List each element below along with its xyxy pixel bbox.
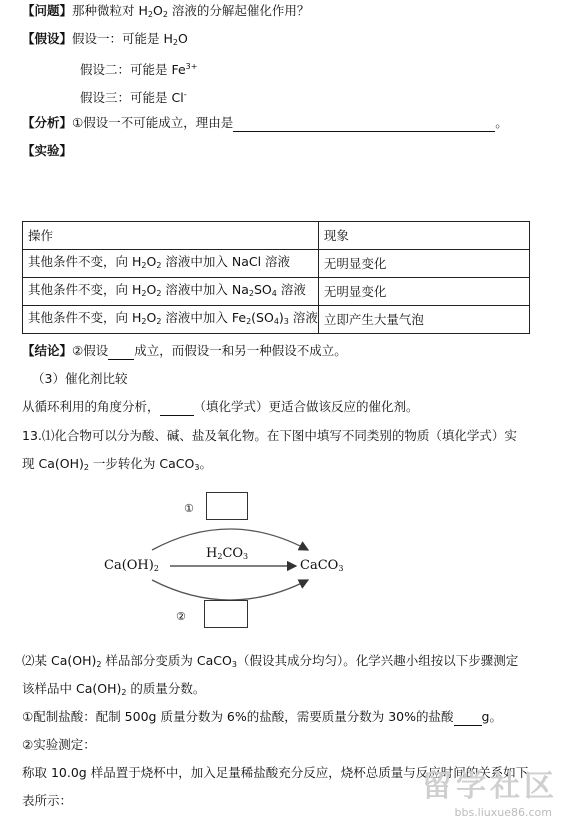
reagent-label: $H_2CO_3$: [206, 546, 249, 561]
q13-2-table-intro: 表所示：: [22, 793, 73, 808]
header-phenomenon: 现象: [318, 222, 529, 250]
catalyst-answer-blank[interactable]: [160, 401, 194, 416]
analysis-line: 【分析】①假设一不可能成立，理由是 。: [22, 115, 508, 130]
row-phenomenon: 无明显变化: [318, 278, 529, 306]
blank-box-2[interactable]: [204, 600, 248, 628]
row-phenomenon: 无明显变化: [318, 250, 529, 278]
hypothesis-three-line: 假设三：可能是 Cl-: [80, 90, 187, 105]
watermark-url: bbs.liuxue86.com: [454, 806, 552, 819]
q13-2-line2: 该样品中 $Ca(OH)_2$ 的质量分数。: [22, 681, 206, 697]
table-row: [23, 306, 530, 334]
reactant-label: $Ca(OH)_2$: [104, 558, 159, 573]
section-3-heading: （3）催化剂比较: [32, 371, 128, 386]
analysis-label: 【分析】: [22, 115, 73, 130]
q13-2-line1: ⑵某 $Ca(OH)_2$ 样品部分变质为 CaCO$_3$（假设其成分均匀）。化学兴趣小组按以下步骤测定: [22, 653, 519, 669]
experiment-table: [22, 221, 530, 334]
conclusion-label: 【结论】: [22, 343, 73, 358]
product-label: CaCO$_3$: [300, 558, 344, 573]
q13-2-measure: 称取 10.0g 样品置于烧杯中，加入足量稀盐酸充分反应，烧杯总质量与反应时间的关系如下: [22, 765, 529, 780]
row-operation: 其他条件不变，向 $H_2O_2$ 溶液中加入 $Fe_2(SO_4)_3$ 溶液: [23, 306, 319, 334]
hypothesis-one-line: 【假设】假设一：可能是 $H_2O$: [22, 31, 188, 47]
watermark-logo-text: 留学社区: [422, 769, 558, 804]
header-operation: 操作: [23, 222, 319, 250]
question-label: 【问题】: [22, 3, 73, 18]
analysis-answer-blank[interactable]: [233, 117, 495, 132]
q13-2-step2: ②实验测定：: [22, 737, 96, 752]
table-row: [23, 278, 530, 306]
blank-box-1[interactable]: [206, 492, 248, 520]
hypothesis-two-line: 假设二：可能是 $Fe^{3+}$: [80, 62, 198, 77]
q13-1-line2: 现 $Ca(OH)_2$ 一步转化为 CaCO$_3$。: [22, 456, 212, 472]
q13-2-step1: ①配制盐酸：配制 500g 质量分数为 6%的盐酸，需要质量分数为 30%的盐酸 g。: [22, 709, 502, 724]
experiment-label: 【实验】: [22, 143, 73, 158]
row-operation: 其他条件不变，向 $H_2O_2$ 溶液中加入 $Na_2SO_4$ 溶液: [23, 278, 319, 306]
site-watermark: [396, 761, 566, 819]
hypothesis-label: 【假设】: [22, 31, 73, 46]
hydrochloric-acid-mass-blank[interactable]: [454, 711, 482, 726]
question-line: 【问题】那种微粒对 $H_2O_2$ 溶液的分解起催化作用？: [22, 3, 310, 19]
circle-one-marker: ①: [184, 502, 194, 515]
conversion-diagram: [100, 488, 360, 628]
conclusion-line: 【结论】②假设 成立，而假设一和另一种假设不成立。: [22, 343, 347, 358]
conclusion-answer-blank[interactable]: [108, 345, 134, 360]
row-phenomenon: 立即产生大量气泡: [318, 306, 529, 334]
table-row: [23, 250, 530, 278]
table-header-row: [23, 222, 530, 250]
lower-arc-arrow: [152, 580, 308, 600]
circle-two-marker: ②: [176, 610, 186, 623]
recycle-line: 从循环利用的角度分析， （填化学式）更适合做该反应的催化剂。: [22, 399, 419, 414]
q13-1-line1: 13.⑴化合物可以分为酸、碱、盐及氧化物。在下图中填写不同类别的物质（填化学式）实: [22, 428, 517, 443]
row-operation: 其他条件不变，向 $H_2O_2$ 溶液中加入 NaCl 溶液: [23, 250, 319, 278]
